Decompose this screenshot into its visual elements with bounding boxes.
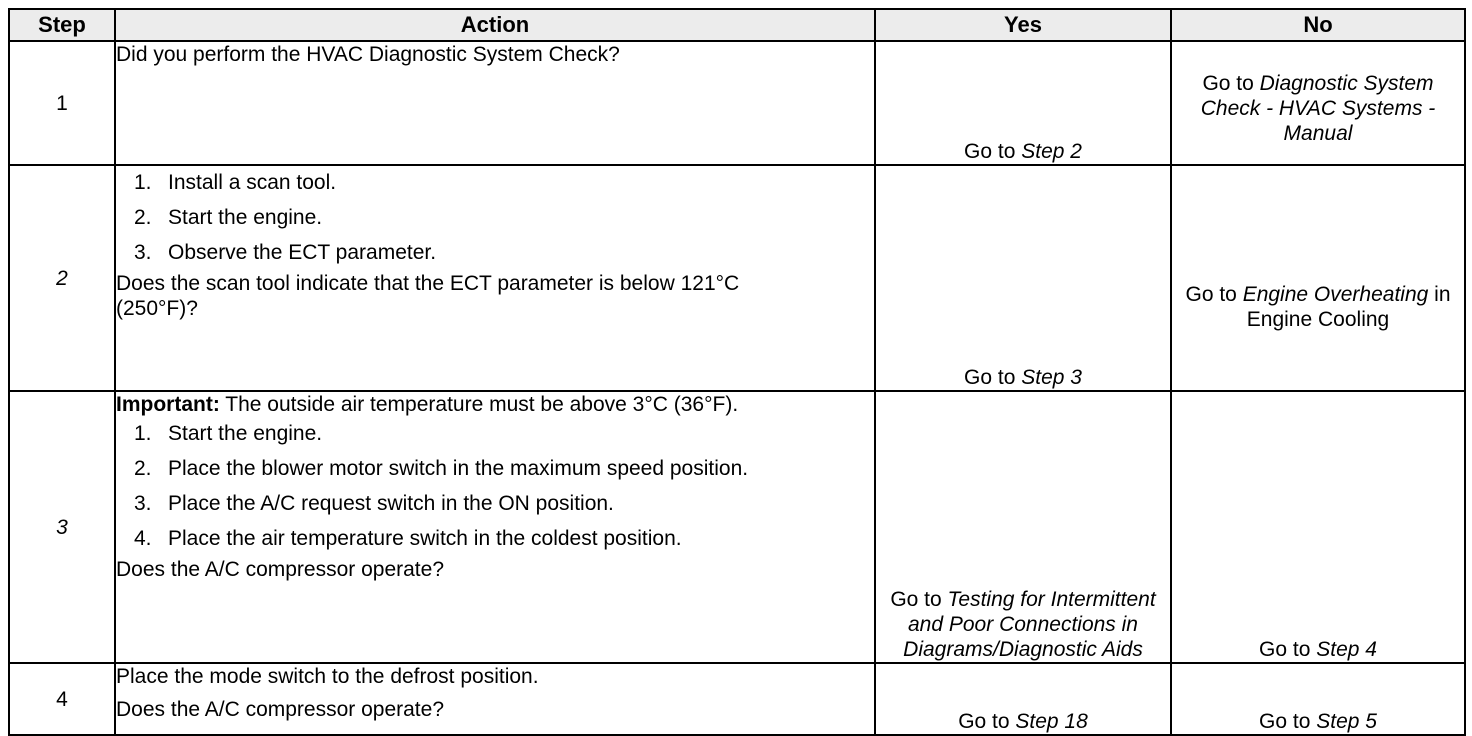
step-number: 1 [9,41,115,165]
list-item [116,240,874,265]
no-prefix: Go to [1185,283,1243,306]
yes-link[interactable]: Step 3 [1021,366,1082,389]
list-text: Observe the ECT parameter. [168,241,437,264]
action-cell [115,663,875,735]
list-item [116,421,874,446]
question-text: Does the A/C compressor operate? [116,558,445,581]
list-number: 3. [134,241,152,264]
yes-prefix: Go to [958,710,1016,733]
procedure-list [116,421,874,551]
list-text: Start the engine. [168,422,323,445]
no-link[interactable]: Diagnostic System Check - HVAC Systems - Manual [1200,71,1436,145]
no-cell [1171,165,1465,391]
no-link[interactable]: Engine Overheating [1242,283,1429,306]
important-label: Important: [116,393,220,416]
list-item [116,205,874,230]
list-number: 4. [134,527,152,550]
step-number: 2 [9,165,115,391]
important-text: The outside air temperature must be above 3°C (36°F). [219,393,739,416]
list-text: Place the air temperature switch in the coldest position. [168,527,682,550]
diagnostic-table [8,8,1466,736]
list-text: Install a scan tool. [168,171,337,194]
yes-cell [875,663,1171,735]
list-item [116,456,808,481]
no-cell [1171,391,1465,663]
no-link[interactable]: Step 4 [1316,638,1377,661]
no-cell [1171,41,1465,165]
list-number: 1. [134,422,152,445]
question-text: Does the scan tool indicate that the ECT parameter is below 121°C (250°F)? [116,272,740,320]
no-suffix: in Engine Cooling [1246,283,1451,331]
no-prefix: Go to [1259,638,1317,661]
yes-prefix: Go to [890,588,948,611]
list-item [116,170,874,195]
header-step: Step [9,9,115,41]
list-text: Place the A/C request switch in the ON position. [168,492,614,515]
yes-cell [875,391,1171,663]
yes-cell [875,41,1171,165]
list-item [116,526,874,551]
no-prefix: Go to [1202,71,1260,95]
no-cell [1171,663,1465,735]
list-number: 2. [134,206,152,229]
yes-cell [875,165,1171,391]
no-prefix: Go to [1259,710,1317,733]
question-text: Does the A/C compressor operate? [116,698,445,721]
yes-prefix: Go to [964,140,1022,163]
yes-link[interactable]: Step 2 [1021,140,1082,163]
list-item [116,491,874,516]
list-number: 2. [134,457,152,480]
list-text: Start the engine. [168,206,323,229]
header-yes: Yes [875,9,1171,41]
no-link[interactable]: Step 5 [1316,710,1377,733]
header-action: Action [115,9,875,41]
list-number: 1. [134,171,152,194]
step-number: 4 [9,663,115,735]
important-note [116,392,756,417]
step-number: 3 [9,391,115,663]
action-cell [115,165,875,391]
yes-link[interactable]: Step 18 [1015,710,1088,733]
header-no: No [1171,9,1465,41]
table-row [9,391,1465,663]
list-number: 3. [134,492,152,515]
table-row [9,165,1465,391]
question-text: Did you perform the HVAC Diagnostic System Check? [116,43,620,66]
action-cell [115,391,875,663]
action-cell [115,41,875,165]
table-row [9,41,1465,165]
list-text: Place the blower motor switch in the maximum speed position. [168,457,749,480]
header-row [9,9,1465,41]
table-row [9,663,1465,735]
procedure-list [116,170,874,265]
yes-link[interactable]: Testing for Intermittent and Poor Connections in Diagrams/Diagnostic Aids [903,588,1156,661]
yes-prefix: Go to [964,366,1022,389]
instruction-text: Place the mode switch to the defrost position. [116,665,539,688]
